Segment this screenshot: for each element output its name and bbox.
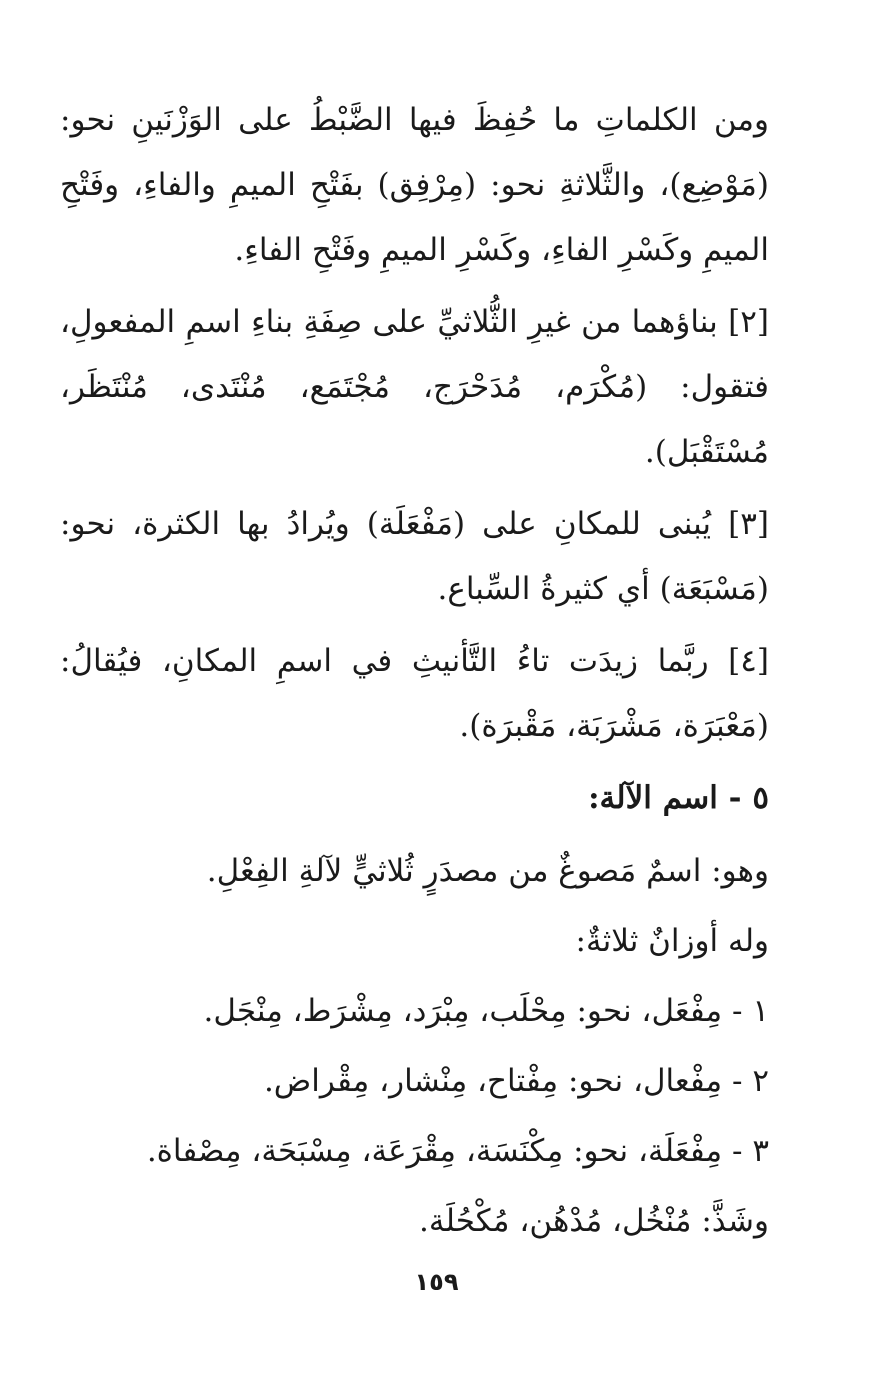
paragraph-dual-forms: ومن الكلماتِ ما حُفِظَ فيها الضَّبْطُ على الوَزْنَينِ نحو: (مَوْضِع)، والثَّلاثةِ نحو: (مِرْفِق) بفَتْحِ الميمِ والفاءِ، وفَتْحِ الميمِ وكَسْرِ الفاءِ، وكَسْرِ الميمِ وفَتْحِ الفاءِ. xyxy=(60,102,769,268)
paragraph-note-3: [٣] يُبنى للمكانِ على (مَفْعَلَة) ويُرادُ بها الكثرة، نحو: (مَسْبَعَة) أي كثيرةُ السِّباع. xyxy=(60,506,769,607)
page-body xyxy=(60,88,815,1259)
definition-line: وهو: اسمٌ مَصوغٌ من مصدَرٍ ثُلاثيٍّ لآلةِ الفِعْلِ. xyxy=(206,853,769,889)
paragraph-note-2: [٢] بناؤهما من غيرِ الثُّلاثيِّ على صِفَةِ بناءِ اسمِ المفعولِ، فتقول: (مُكْرَم، مُدَحْرَج، مُجْتَمَع، مُنْتَدى، مُنْتَظَر، مُسْتَقْبَل). xyxy=(60,304,769,470)
weight-item-1: ١ - مِفْعَل، نحو: مِحْلَب، مِبْرَد، مِشْرَط، مِنْجَل. xyxy=(203,993,769,1029)
section-heading: ٥ - اسم الآلة: xyxy=(588,780,769,816)
paragraph-note-4: [٤] ربَّما زيدَت تاءُ التَّأنيثِ في اسمِ المكانِ، فيُقالُ: (مَعْبَرَة، مَشْرَبَة، مَقْبرَة). xyxy=(60,643,769,744)
page-number: ١٥٩ xyxy=(414,1268,459,1296)
weight-item-3: ٣ - مِفْعَلَة، نحو: مِكْنَسَة، مِقْرَعَة، مِسْبَحَة، مِصْفاة. xyxy=(146,1133,769,1169)
exceptions-line: وشَذَّ: مُنْخُل، مُدْهُن، مُكْحُلَة. xyxy=(419,1203,769,1239)
weight-item-2: ٢ - مِفْعال، نحو: مِفْتاح، مِنْشار، مِقْراض. xyxy=(263,1063,769,1099)
weights-intro: وله أوزانٌ ثلاثةٌ: xyxy=(575,923,769,959)
